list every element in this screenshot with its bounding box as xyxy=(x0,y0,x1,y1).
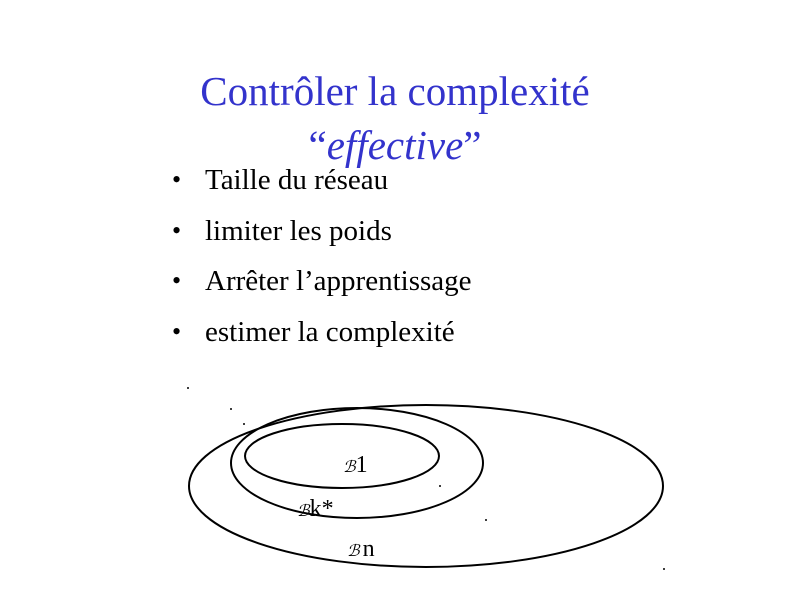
bullet-text: limiter les poids xyxy=(205,214,392,247)
inner-set-ellipse xyxy=(245,424,439,488)
middle-set-label xyxy=(297,496,334,522)
outer-set-subscript: n xyxy=(362,536,375,562)
outer-set-ellipse xyxy=(189,405,663,567)
bullet-icon: • xyxy=(172,316,182,346)
bullet-text: Arrêter l’apprentissage xyxy=(205,265,472,297)
script-b-symbol: ℬ xyxy=(297,503,310,520)
title-line-1: Contrôler la complexité xyxy=(200,68,590,114)
speck-dot xyxy=(243,423,245,425)
bullet-icon: • xyxy=(172,215,182,245)
title-italic-word: effective xyxy=(326,122,464,168)
inner-set-subscript: 1 xyxy=(355,452,368,478)
speck-dot xyxy=(439,485,441,487)
outer-set-label xyxy=(347,536,375,562)
title-open-quote: “ xyxy=(308,122,327,168)
bullet-text: Taille du réseau xyxy=(205,164,389,196)
script-b-symbol: ℬ xyxy=(343,459,356,476)
inner-set-label xyxy=(343,452,368,478)
script-b-symbol: ℬ xyxy=(347,543,360,560)
title-close-quote: ” xyxy=(463,122,482,168)
speck-dot xyxy=(485,519,487,521)
bullet-icon: • xyxy=(172,165,182,194)
speck-dot xyxy=(663,568,665,570)
bullet-text: estimer la complexité xyxy=(205,315,455,348)
middle-set-subscript: k* xyxy=(309,496,334,522)
speck-dot xyxy=(187,387,189,389)
bullet-icon: • xyxy=(172,266,182,295)
speck-dot xyxy=(230,408,232,410)
